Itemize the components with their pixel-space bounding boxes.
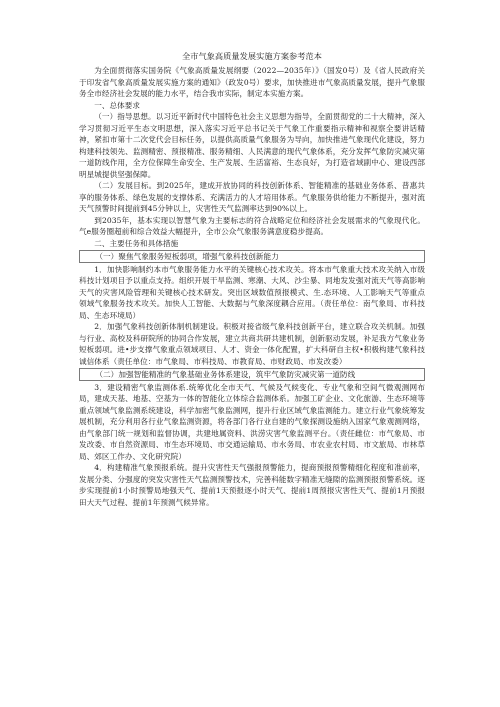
document-body [79,50,425,508]
task-paragraph-4: 4．构建精准气象预报系统。提升灾害性天气强报预警能力，提商预报预警精细化程度和准前率，发展分类、分强度的突发灾害性天气监测预警技术，完善科能数字精准无缝隙的监测预报预警系统。逐步实现提前1小时预警局地强天气、提前1天预报逐小时天气、提前1周预报灾害性天气、提前1月预报田大天气过程、提前1年预测气候异常。 [79,463,425,507]
subsection-heading-basic-business-system: （二）加强智能精准的气象基础业务体系建设，筑牢气象防灾减灾第一道防线 [79,368,425,382]
task-paragraph-2: 2．加强气象科技创新体制机制建设。积极对接省级气象科技创新平台，建立联合攻关机制。加强与行业、高校及科研院所的协同合作发展，建立共商共研共建机制，创新驱动发展，补足我方气象业务短板弱项。进•步支撑气象重点领域项目、人才、资金一体化配置，扩大科研自主权•积极构建气象科技诚信体系（责任单位：市气象局、市科技局、市教育局、市财政局、市发改委） [79,322,425,366]
section-heading-general-requirements: 一、总体要求 [94,100,141,110]
section-heading-main-tasks: 二、主要任务和具体措施 [94,238,179,248]
development-goals-paragraph: （二）发展目标。到2025年，建成开放协同的科技创新体系、智能精准的基础业务体系、普惠共享的服务体系、绿色发展的支撑体系、充满活力的人才培用体系。气象服务供给能力不断提升，强对流天气预警时间提前到45分钟以上，灾害性天气监测率达到90%以上。 [79,181,425,213]
document-title: 全市气象高质量发展实施方案参考范本 [181,51,323,61]
task-paragraph-1: 1．加快影响制约本市气象服务能力水平的关键核心技术攻关。将本市气象重大技术攻关纳入市级科技计划项目予以重点支持。组织开展干旱监测、寒潮、大风、沙尘暴、同地发发强对流天气等高影响天气的灾害风险管理和关键核心技术研发。突出区域数值预报模式、生.态环境、人工影响天气等重点领域气象服务技术攻关。加快人工智能、大数据与气象深度耦合应用。（责任单位：南气象局、市科技局、生态环境局） [79,264,425,320]
goals-2035-paragraph: 到2035年，基本实现以智慧气象为主要标志的符合战略定位和经济社会发展需求的气象现代化。气e服务圈超前和综合效益大幅提升，全市公众气象服务满意度稳步提高。 [79,215,425,236]
guiding-ideology-paragraph: （一）指导思想。以习近平新时代中国特色社会主义思想为指导，全面贯彻党的二十大精神，深入学习贯彻习近平生态文明思想，深入落实习近平总书记关于气象工作重要指示精神和视察全要讲话精神，紧扣市第十二次党代会目标任务，以提供高质量气象服务为导向，加快推进气象现代化建设，努力构建科技领先、监测精密、预报精准、服务精细、人民满意的现代气象体系，充分发挥气象防灾减灾第一道防线作用，全方位保障生命安全、生产发展、生活富裕、生态良好，为打造省域副中心、建设西部明星城提供坚强保障。 [79,112,425,179]
intro-paragraph: 为全面贯彻落实国务院《气象高质量发展纲要（2022—2035年）》（国发0号）及《省人民政府关于印发省气象高质量发展实施方案的通知》（政发0号）要求，加快推进市气象高质量发展，提升气象服务全市经济社会发展的能力水平，结合我市实际，制定本实施方案。 [79,66,425,98]
subsection-heading-tech-innovation: （一）聚焦气象服务短板弱项，增强气象科技创新能力 [79,250,425,264]
task-paragraph-3: 3．建设精密气象监测体系.统筹优化全市天气、气候及气候变化、专业气象和空间气微观测网布局，建成天基、地基、空基为一体的智能化立体综合监测体系。加强工矿企业、文化旅游、生态环境等重点领域气象监测系统建设，科学加密气象监测网，提升行业区域气象监测能力。建立行业气象统筹发展机制，充分利用各行业气象监测资源，将各部门各行业自建的气象探测设施纳入国家气象观测网络，由气象部门统一规划和监督协调，共建地属资料、洪涝灾害气象监测平台。（责任雌位：市气象局、市发改委、市自然资源局、市生态环境局、市交通运输局、市水务局、市农业农村局、市文旅局、市林草局、郊区工作办、文化研究院） [79,382,425,461]
